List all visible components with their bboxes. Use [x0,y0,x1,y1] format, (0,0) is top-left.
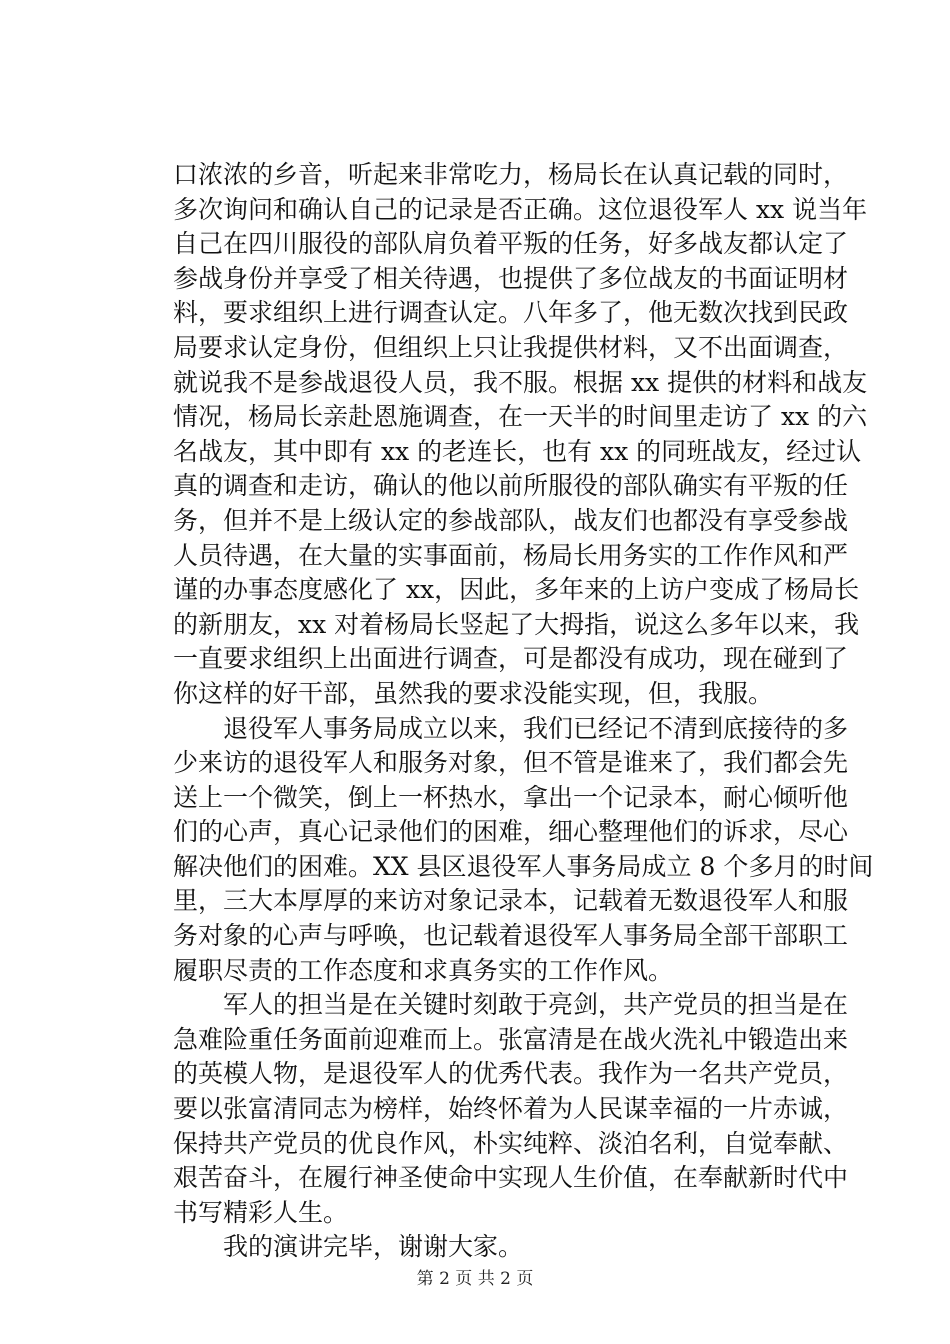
text-line: 就说我不是参战退役人员，我不服。根据 xx 提供的材料和战友 [173,367,868,397]
paragraph-1 [173,158,868,712]
text-line: 多次询问和确认自己的记录是否正确。这位退役军人 xx 说当年 [173,194,868,224]
text-line: 解决他们的困难。XX 县区退役军人事务局成立 8 个多月的时间 [173,851,874,881]
text-line: 艰苦奋斗，在履行神圣使命中实现人生价值，在奉献新时代中 [173,1163,849,1193]
paragraph-4 [173,1230,833,1265]
text-line: 务，但并不是上级认定的参战部队，战友们也都没有享受参战 [173,505,849,535]
text-line: 军人的担当是在关键时刻敢于亮剑，共产党员的担当是在 [173,990,849,1020]
text-line: 保持共产党员的优良作风，朴实纯粹、淡泊名利，自觉奉献、 [173,1128,849,1158]
document-body [173,158,874,1265]
text-line: 里，三大本厚厚的来访对象记录本，记载着无数退役军人和服 [173,886,849,916]
paragraph-2 [173,712,874,989]
text-line: 我的演讲完毕，谢谢大家。 [173,1232,524,1262]
text-line: 料，要求组织上进行调查认定。八年多了，他无数次找到民政 [173,298,849,328]
text-line: 谨的办事态度感化了 xx，因此，多年来的上访户变成了杨局长 [173,575,860,605]
text-line: 要以张富清同志为榜样，始终怀着为人民谋幸福的一片赤诚， [173,1094,849,1124]
page-footer [0,1268,950,1290]
text-line: 自己在四川服役的部队肩负着平叛的任务，好多战友都认定了 [173,229,849,259]
text-line: 履职尽责的工作态度和求真务实的工作作风。 [173,955,674,985]
text-line: 的英模人物，是退役军人的优秀代表。我作为一名共产党员， [173,1059,849,1089]
text-line: 人员待遇，在大量的实事面前，杨局长用务实的工作作风和严 [173,540,849,570]
paragraph-3 [173,988,849,1230]
text-line: 的新朋友，xx 对着杨局长竖起了大拇指，说这么多年以来，我 [173,609,860,639]
text-line: 急难险重任务面前迎难而上。张富清是在战火洗礼中锻造出来 [173,1024,849,1054]
text-line: 情况，杨局长亲赴恩施调查，在一天半的时间里走访了 xx 的六 [173,402,868,432]
text-line: 一直要求组织上出面进行调查，可是都没有成功，现在碰到了 [173,644,849,674]
page-number-text: 第 2 页 共 2 页 [416,1269,534,1289]
text-line: 口浓浓的乡音，听起来非常吃力，杨局长在认真记载的同时， [173,160,849,189]
text-line: 参战身份并享受了相关待遇，也提供了多位战友的书面证明材 [173,263,849,293]
text-line: 真的调查和走访，确认的他以前所服役的部队确实有平叛的任 [173,471,849,501]
text-line: 送上一个微笑，倒上一杯热水，拿出一个记录本，耐心倾听他 [173,782,849,812]
text-line: 名战友，其中即有 xx 的老连长，也有 xx 的同班战友，经过认 [173,436,862,466]
text-line: 你这样的好干部，虽然我的要求没能实现，但，我服。 [173,678,774,708]
text-line: 局要求认定身份，但组织上只让我提供材料，又不出面调查， [173,332,849,362]
text-line: 退役军人事务局成立以来，我们已经记不清到底接待的多 [173,713,849,743]
text-line: 书写精彩人生。 [173,1197,349,1227]
text-line: 少来访的退役军人和服务对象，但不管是谁来了，我们都会先 [173,748,849,778]
text-line: 们的心声，真心记录他们的困难，细心整理他们的诉求，尽心 [173,817,849,847]
text-line: 务对象的心声与呼唤，也记载着退役军人事务局全部干部职工 [173,921,849,951]
